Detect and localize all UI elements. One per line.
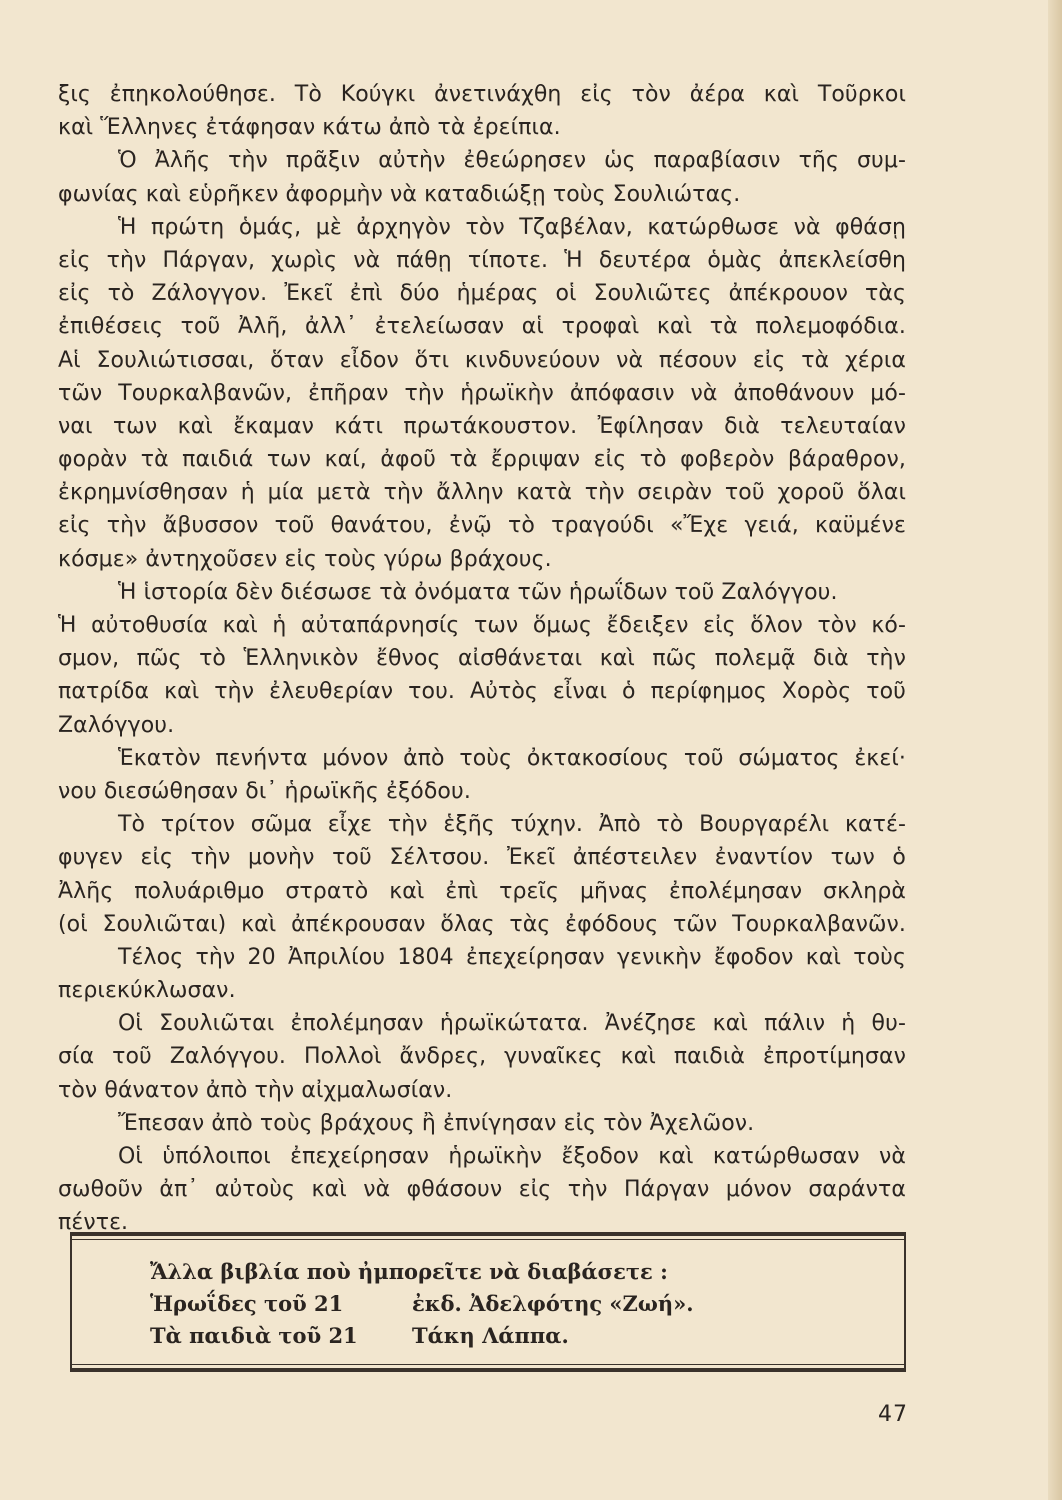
- text-line: εἰς τὴν Πάργαν, χωρὶς νὰ πάθῃ τίποτε. Ἡ δευτέρα ὁμὰς ἀπεκλείσθη: [58, 247, 906, 273]
- text-line: πατρίδα καὶ τὴν ἐλευθερίαν του. Αὐτὸς εἶναι ὁ περίφημος Χορὸς τοῦ: [58, 679, 906, 705]
- text-line: Αἱ Σουλιώτισσαι, ὅταν εἶδον ὅτι κινδυνεύουν νὰ πέσουν εἰς τὰ χέρια: [58, 347, 906, 373]
- text-line: Ἡ ἱστορία δὲν διέσωσε τὰ ὀνόματα τῶν ἡρωΐδων τοῦ Ζαλόγγου.: [118, 579, 838, 605]
- text-line: Ζαλόγγου.: [58, 712, 175, 738]
- text-line: φορὰν τὰ παιδιά των καί, ἀφοῦ τὰ ἔρριψαν εἰς τὸ φοβερὸν βάραθρον,: [58, 447, 906, 473]
- text-line: σωθοῦν ἀπ᾽ αὐτοὺς καὶ νὰ φθάσουν εἰς τὴν Πάργαν μόνον σαράντα: [58, 1177, 906, 1203]
- other-books-box: [70, 1232, 906, 1372]
- text-line: εἰς τὴν ἄβυσσον τοῦ θανάτου, ἐνῷ τὸ τραγούδι «Ἔχε γειά, καϋμένε: [58, 513, 906, 539]
- text-line: περιεκύκλωσαν.: [58, 978, 236, 1004]
- book-entry: [150, 1320, 850, 1352]
- text-line: κόσμε» ἀντηχοῦσεν εἰς τοὺς γύρω βράχους.: [58, 546, 552, 572]
- page-number: 47: [878, 1402, 908, 1427]
- text-line: Ἑκατὸν πενήντα μόνον ἀπὸ τοὺς ὀκτακοσίους τοῦ σώματος ἐκεί·: [118, 745, 906, 771]
- text-line: Ἡ πρώτη ὁμάς, μὲ ἀρχηγὸν τὸν Τζαβέλαν, κατώρθωσε νὰ φθάσῃ: [118, 214, 906, 240]
- text-line: Ἀλῆς πολυάριθμο στρατὸ καὶ ἐπὶ τρεῖς μῆνας ἐπολέμησαν σκληρὰ: [58, 878, 906, 904]
- text-line: Ἡ αὐτοθυσία καὶ ἡ αὐταπάρνησίς των ὅμως ἔδειξεν εἰς ὅλον τὸν κό-: [58, 613, 906, 638]
- book-title: Τὰ παιδιὰ τοῦ 21: [150, 1323, 358, 1348]
- other-books-heading: Ἄλλα βιβλία ποὺ ἠμπορεῖτε νὰ διαβάσετε :: [150, 1259, 668, 1284]
- text-line: νου διεσώθησαν δι᾽ ἡρωϊκῆς ἐξόδου.: [58, 778, 471, 804]
- text-line: Ὁ Ἀλῆς τὴν πρᾶξιν αὐτὴν ἐθεώρησεν ὡς παραβίασιν τῆς συμ-: [118, 148, 906, 174]
- book-title: Ἡρωΐδες τοῦ 21: [150, 1291, 344, 1316]
- text-line: φωνίας καὶ εὑρῆκεν ἀφορμὴν νὰ καταδιώξῃ τοὺς Σουλιώτας.: [58, 181, 741, 207]
- text-line: καὶ Ἕλληνες ἐτάφησαν κάτω ἀπὸ τὰ ἐρείπια.: [58, 115, 561, 141]
- text-line: σμον, πῶς τὸ Ἑλληνικὸν ἔθνος αἰσθάνεται καὶ πῶς πολεμᾷ διὰ τὴν: [58, 646, 906, 672]
- text-line: πέντε.: [58, 1210, 129, 1236]
- text-line: σία τοῦ Ζαλόγγου. Πολλοὶ ἄνδρες, γυναῖκες καὶ παιδιὰ ἐπροτίμησαν: [58, 1044, 906, 1070]
- text-line: Τὸ τρίτον σῶμα εἶχε τὴν ἑξῆς τύχην. Ἀπὸ τὸ Βουργαρέλι κατέ-: [118, 812, 906, 838]
- text-line: ἐκρημνίσθησαν ἡ μία μετὰ τὴν ἄλλην κατὰ τὴν σειρὰν τοῦ χοροῦ ὅλαι: [58, 480, 906, 506]
- text-line: ἐπιθέσεις τοῦ Ἀλῆ, ἀλλ᾽ ἐτελείωσαν αἱ τροφαὶ καὶ τὰ πολεμοφόδια.: [58, 314, 906, 340]
- text-line: τὸν θάνατον ἀπὸ τὴν αἰχμαλωσίαν.: [58, 1077, 453, 1103]
- text-line: ξις ἐπηκολούθησε. Τὸ Κούγκι ἀνετινάχθη εἰς τὸν ἀέρα καὶ Τοῦρκοι: [58, 82, 906, 107]
- text-line: τῶν Τουρκαλβανῶν, ἐπῆραν τὴν ἡρωϊκὴν ἀπόφασιν νὰ ἀποθάνουν μό-: [58, 380, 906, 406]
- text-line: Τέλος τὴν 20 Ἀπριλίου 1804 ἐπεχείρησαν γενικὴν ἔφοδον καὶ τοὺς: [118, 944, 906, 970]
- page-edge: [1048, 0, 1062, 1500]
- other-books-content: [150, 1256, 850, 1352]
- text-line: Οἱ Σουλιῶται ἐπολέμησαν ἡρωϊκώτατα. Ἀνέζησε καὶ πάλιν ἡ θυ-: [118, 1011, 906, 1037]
- text-line: εἰς τὸ Ζάλογγον. Ἐκεῖ ἐπὶ δύο ἡμέρας οἱ Σουλιῶτες ἀπέκρουον τὰς: [58, 281, 906, 307]
- text-line: Οἱ ὑπόλοιποι ἐπεχείρησαν ἡρωϊκὴν ἔξοδον καὶ κατώρθωσαν νὰ: [118, 1144, 906, 1169]
- book-entry: [150, 1288, 850, 1320]
- book-publisher: Τάκη Λάππα.: [412, 1323, 569, 1348]
- text-line: (οἱ Σουλιῶται) καὶ ἀπέκρουσαν ὅλας τὰς ἐφόδους τῶν Τουρκαλβανῶν.: [58, 911, 906, 937]
- text-line: ναι των καὶ ἔκαμαν κάτι πρωτάκουστον. Ἐφίλησαν διὰ τελευταίαν: [58, 413, 906, 439]
- text-line: φυγεν εἰς τὴν μονὴν τοῦ Σέλτσου. Ἐκεῖ ἀπέστειλεν ἐναντίον των ὁ: [58, 845, 906, 871]
- body-text: [58, 78, 906, 1240]
- text-line: Ἔπεσαν ἀπὸ τοὺς βράχους ἢ ἐπνίγησαν εἰς τὸν Ἀχελῶον.: [118, 1110, 755, 1136]
- book-publisher: ἐκδ. Ἀδελφότης «Ζωή».: [412, 1291, 694, 1316]
